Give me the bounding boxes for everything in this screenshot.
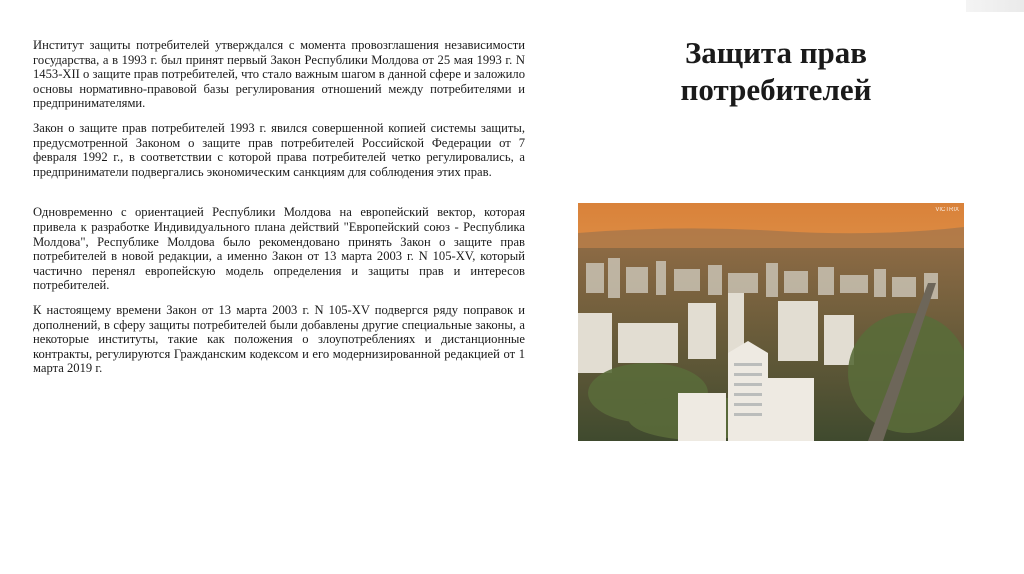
slide-title: Защита прав потребителей: [680, 35, 872, 107]
image-watermark: VICTRIX: [935, 207, 959, 213]
body-text: [33, 38, 525, 386]
corner-decoration: [966, 0, 1024, 12]
paragraph-1: Институт защиты потребителей утверждался с момента провозглашения независимости государства, а в 1993 г. был принят первый Закон Республики Молдова от 25 мая 1993 г. N 1453-XII о защите прав потребителей, что стало важным шагом в данной сфере и заложило основы нормативно-правовой базы регулирования отношений между потребителями и предпринимателями.: [33, 38, 525, 111]
city-photo: [578, 203, 964, 441]
paragraph-4: К настоящему времени Закон от 13 марта 2003 г. N 105-XV подвергся ряду поправок и дополнений, в сферу защиты потребителей были добавлены другие специальные законы, а некоторые институты, такие как положения о злоупотреблениях и дистанционные контракты, регулируются Гражданским кодексом и его модернизированной редакцией от 1 марта 2019 г.: [33, 302, 525, 376]
city-aerial-image: [578, 203, 964, 441]
paragraph-2: Закон о защите прав потребителей 1993 г. явился совершенной копией системы защиты, предусмотренной Законом о защите прав потребителей Российской Федерации от 7 февраля 1992 г., в соответствии с которой права потребителей четко регулировались, а предприниматели подвергались экономическим санкциям для соблюдения этих прав.: [33, 120, 525, 179]
paragraph-3: Одновременно с ориентацией Республики Молдова на европейский вектор, которая привела к разработке Индивидуального плана действий "Европейский союз - Республика Молдова", Республике Молдова было рекомендовано принять Закон о защите прав потребителей в новой редакции, а именно Закон от 13 марта 2003 г. N 105-XV, который частично перенял европейскую модель определения и защиты прав и интересов потребителей.: [33, 205, 525, 293]
